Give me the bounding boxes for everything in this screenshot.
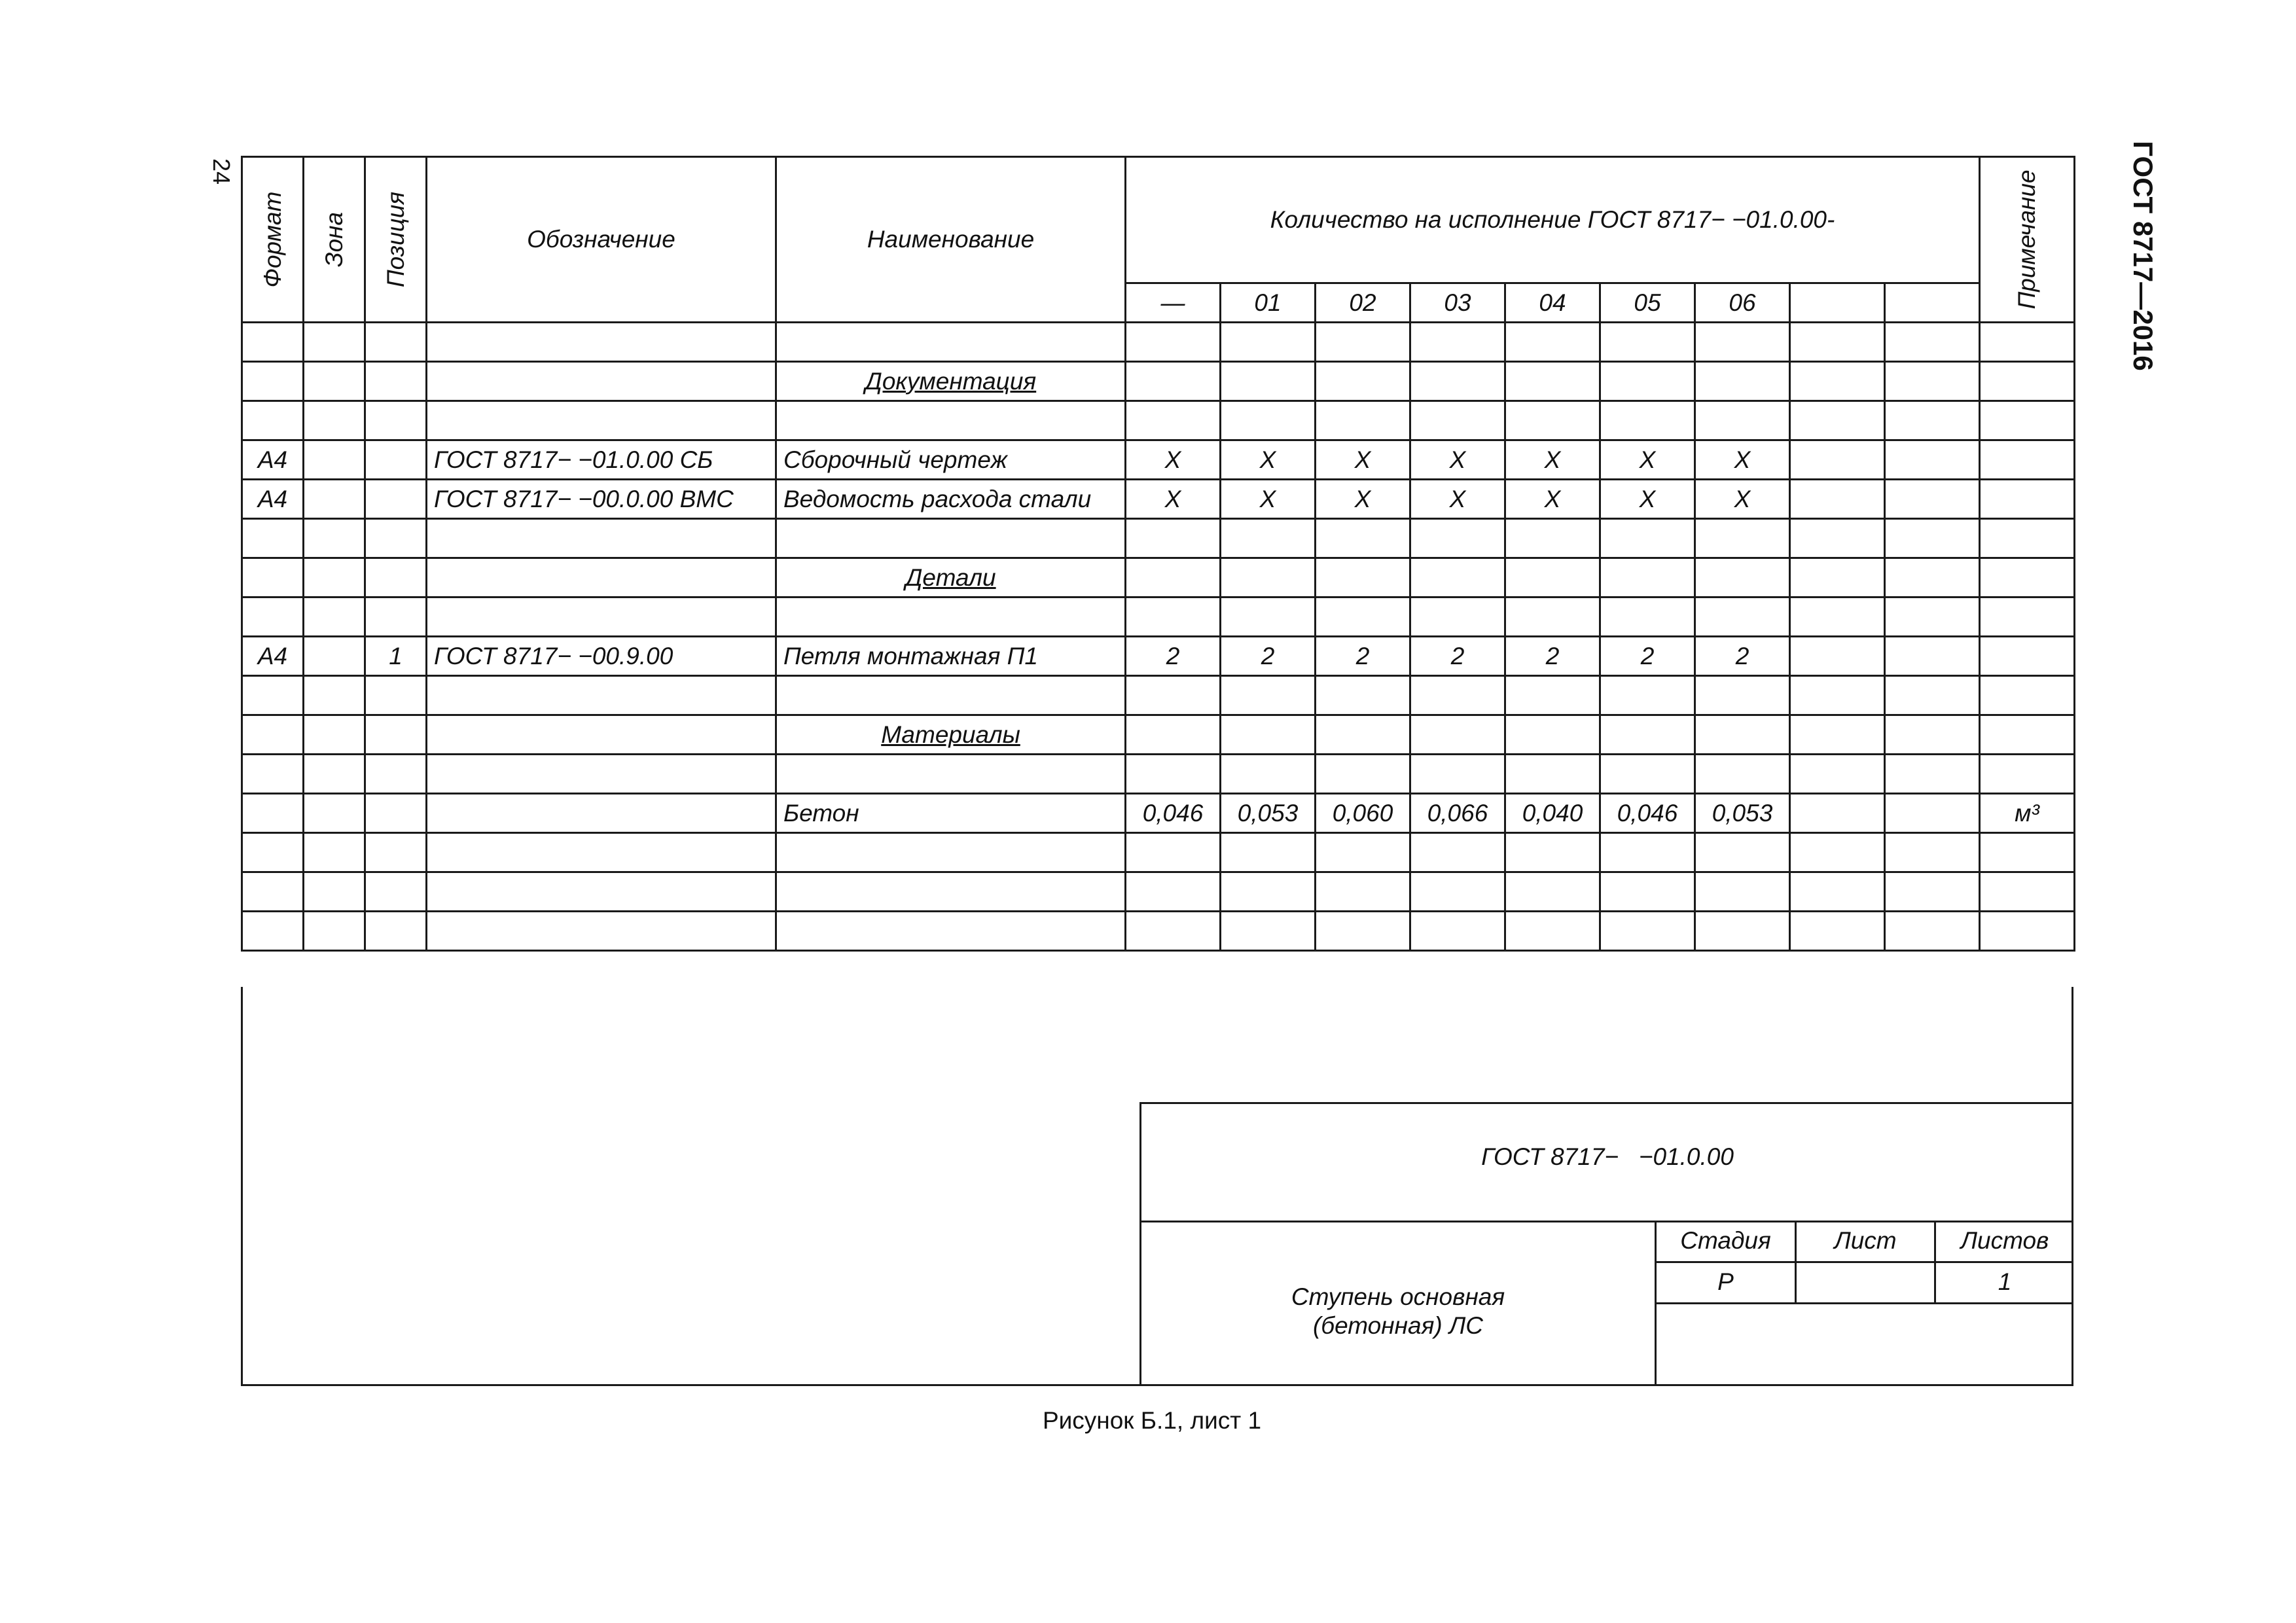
zone-cell: [304, 676, 365, 715]
table-row: [242, 597, 2075, 637]
variant-header: 05: [1600, 283, 1695, 323]
format-cell: [242, 872, 304, 912]
quantity-cell: [1126, 833, 1221, 872]
quantity-cell: [1885, 715, 1980, 755]
quantity-cell: [1695, 558, 1790, 597]
note-cell: [1980, 558, 2075, 597]
position-cell: [365, 480, 427, 519]
header-quantity: Количество на исполнение ГОСТ 8717− −01.0.00-: [1126, 157, 1980, 283]
quantity-cell: 2: [1221, 637, 1316, 676]
title-block-divider: [1655, 1261, 2073, 1263]
quantity-cell: [1221, 912, 1316, 951]
format-cell: [242, 519, 304, 558]
header-position: Позиция: [365, 157, 427, 323]
table-row: [242, 715, 2075, 755]
position-cell: [365, 401, 427, 440]
quantity-cell: [1505, 323, 1600, 362]
quantity-cell: 2: [1126, 637, 1221, 676]
quantity-cell: X: [1410, 440, 1505, 480]
quantity-cell: [1221, 323, 1316, 362]
name-cell: Петля монтажная П1: [776, 637, 1126, 676]
quantity-cell: [1505, 715, 1600, 755]
quantity-cell: [1410, 872, 1505, 912]
product-name-line2: (бетонная) ЛС: [1312, 1312, 1484, 1339]
quantity-cell: [1316, 912, 1410, 951]
designation-cell: ГОСТ 8717− −00.0.00 ВМС: [427, 480, 776, 519]
format-cell: [242, 912, 304, 951]
product-name-line1: Ступень основная: [1291, 1283, 1505, 1310]
quantity-cell: X: [1505, 440, 1600, 480]
position-cell: [365, 676, 427, 715]
quantity-cell: [1126, 519, 1221, 558]
position-cell: [365, 362, 427, 401]
note-cell: [1980, 362, 2075, 401]
quantity-cell: [1600, 872, 1695, 912]
quantity-cell: [1316, 676, 1410, 715]
name-cell: [776, 872, 1126, 912]
note-cell: [1980, 597, 2075, 637]
quantity-cell: [1885, 323, 1980, 362]
header-zone: Зона: [304, 157, 365, 323]
quantity-cell: [1221, 755, 1316, 794]
position-cell: [365, 597, 427, 637]
designation-cell: [427, 401, 776, 440]
variant-header: 01: [1221, 283, 1316, 323]
designation-cell: [427, 519, 776, 558]
sheets-value: 1: [1998, 1268, 2012, 1295]
quantity-cell: [1695, 362, 1790, 401]
note-cell: [1980, 715, 2075, 755]
quantity-cell: [1885, 755, 1980, 794]
variant-header: 06: [1695, 283, 1790, 323]
designation-cell: [427, 597, 776, 637]
quantity-cell: [1600, 715, 1695, 755]
quantity-cell: [1221, 833, 1316, 872]
title-block: [1139, 1102, 2073, 1386]
document-code: ГОСТ 8717− −01.0.00: [1481, 1143, 1734, 1170]
quantity-cell: [1790, 755, 1885, 794]
note-cell: [1980, 519, 2075, 558]
quantity-cell: 2: [1600, 637, 1695, 676]
quantity-cell: [1790, 480, 1885, 519]
quantity-cell: [1316, 872, 1410, 912]
format-cell: [242, 323, 304, 362]
quantity-cell: [1695, 401, 1790, 440]
quantity-cell: [1316, 715, 1410, 755]
quantity-cell: [1126, 912, 1221, 951]
quantity-cell: [1221, 676, 1316, 715]
quantity-cell: [1885, 637, 1980, 676]
quantity-cell: [1885, 833, 1980, 872]
position-cell: [365, 323, 427, 362]
note-cell: [1980, 912, 2075, 951]
section-heading: Документация: [776, 362, 1126, 401]
zone-cell: [304, 755, 365, 794]
quantity-cell: 0,066: [1410, 794, 1505, 833]
format-cell: А4: [242, 637, 304, 676]
quantity-cell: X: [1695, 440, 1790, 480]
quantity-cell: [1410, 597, 1505, 637]
quantity-cell: [1410, 833, 1505, 872]
quantity-cell: [1410, 755, 1505, 794]
quantity-cell: [1126, 755, 1221, 794]
quantity-cell: [1505, 833, 1600, 872]
quantity-cell: [1790, 833, 1885, 872]
quantity-cell: [1695, 755, 1790, 794]
quantity-cell: [1695, 519, 1790, 558]
name-cell: [776, 755, 1126, 794]
quantity-cell: [1885, 794, 1980, 833]
quantity-cell: [1695, 715, 1790, 755]
quantity-cell: [1600, 558, 1695, 597]
quantity-cell: X: [1126, 440, 1221, 480]
quantity-cell: [1790, 362, 1885, 401]
figure-caption: Рисунок Б.1, лист 1: [1042, 1407, 1262, 1434]
designation-cell: ГОСТ 8717− −01.0.00 СБ: [427, 440, 776, 480]
table-row: [242, 401, 2075, 440]
position-cell: [365, 872, 427, 912]
table-row: [242, 440, 2075, 480]
quantity-cell: 2: [1505, 637, 1600, 676]
quantity-cell: 0,046: [1126, 794, 1221, 833]
sheet-label: Лист: [1834, 1227, 1897, 1254]
note-cell: [1980, 401, 2075, 440]
quantity-cell: [1600, 833, 1695, 872]
quantity-cell: 0,053: [1695, 794, 1790, 833]
position-cell: [365, 912, 427, 951]
quantity-cell: [1790, 558, 1885, 597]
specification-table: [241, 156, 2075, 952]
stamp-area: [241, 987, 2073, 1386]
quantity-cell: [1410, 912, 1505, 951]
designation-cell: [427, 676, 776, 715]
quantity-cell: [1410, 323, 1505, 362]
quantity-cell: [1695, 597, 1790, 637]
format-cell: [242, 558, 304, 597]
zone-cell: [304, 872, 365, 912]
quantity-cell: [1790, 872, 1885, 912]
quantity-cell: [1790, 637, 1885, 676]
quantity-cell: [1790, 440, 1885, 480]
quantity-cell: [1885, 872, 1980, 912]
quantity-cell: [1316, 833, 1410, 872]
zone-cell: [304, 597, 365, 637]
quantity-cell: 0,040: [1505, 794, 1600, 833]
table-row: [242, 912, 2075, 951]
zone-cell: [304, 794, 365, 833]
variant-header: —: [1126, 283, 1221, 323]
quantity-cell: [1505, 558, 1600, 597]
quantity-cell: X: [1600, 480, 1695, 519]
quantity-cell: [1126, 558, 1221, 597]
quantity-cell: X: [1600, 440, 1695, 480]
quantity-cell: [1790, 715, 1885, 755]
quantity-cell: [1221, 597, 1316, 637]
zone-cell: [304, 558, 365, 597]
quantity-cell: [1126, 362, 1221, 401]
quantity-cell: [1505, 401, 1600, 440]
position-cell: [365, 833, 427, 872]
quantity-cell: 2: [1316, 637, 1410, 676]
stage-value: Р: [1717, 1268, 1734, 1295]
quantity-cell: [1600, 912, 1695, 951]
stage-label: Стадия: [1680, 1227, 1771, 1254]
quantity-cell: [1505, 519, 1600, 558]
table-row: [242, 558, 2075, 597]
quantity-cell: [1695, 676, 1790, 715]
quantity-cell: [1790, 597, 1885, 637]
quantity-cell: [1505, 755, 1600, 794]
format-cell: А4: [242, 440, 304, 480]
zone-cell: [304, 323, 365, 362]
format-cell: [242, 755, 304, 794]
designation-cell: [427, 833, 776, 872]
section-heading: Материалы: [776, 715, 1126, 755]
zone-cell: [304, 480, 365, 519]
table-row: [242, 480, 2075, 519]
quantity-cell: [1885, 362, 1980, 401]
designation-cell: [427, 558, 776, 597]
quantity-cell: [1600, 323, 1695, 362]
quantity-cell: 0,053: [1221, 794, 1316, 833]
name-cell: [776, 519, 1126, 558]
name-cell: Сборочный чертеж: [776, 440, 1126, 480]
quantity-cell: [1316, 558, 1410, 597]
table-row: [242, 676, 2075, 715]
header-note: Примечание: [1980, 157, 2075, 323]
format-cell: [242, 597, 304, 637]
header-format: Формат: [242, 157, 304, 323]
quantity-cell: X: [1410, 480, 1505, 519]
note-cell: [1980, 755, 2075, 794]
designation-cell: [427, 872, 776, 912]
table-row: [242, 519, 2075, 558]
quantity-cell: [1790, 401, 1885, 440]
quantity-cell: X: [1695, 480, 1790, 519]
quantity-cell: [1410, 362, 1505, 401]
quantity-cell: [1410, 519, 1505, 558]
table-row: [242, 323, 2075, 362]
page-number: 24: [208, 158, 235, 185]
quantity-cell: [1505, 597, 1600, 637]
quantity-cell: [1885, 597, 1980, 637]
table-row: [242, 833, 2075, 872]
variant-header: 04: [1505, 283, 1600, 323]
quantity-cell: [1885, 519, 1980, 558]
format-cell: [242, 362, 304, 401]
quantity-cell: [1410, 401, 1505, 440]
standard-header: ГОСТ 8717—2016: [2128, 141, 2159, 371]
quantity-cell: [1410, 558, 1505, 597]
position-cell: [365, 715, 427, 755]
quantity-cell: [1885, 558, 1980, 597]
quantity-cell: [1126, 401, 1221, 440]
table-row: [242, 637, 2075, 676]
position-cell: [365, 440, 427, 480]
position-cell: [365, 519, 427, 558]
quantity-cell: [1695, 833, 1790, 872]
quantity-cell: [1790, 912, 1885, 951]
quantity-cell: [1221, 558, 1316, 597]
table-row: [242, 872, 2075, 912]
quantity-cell: 0,046: [1600, 794, 1695, 833]
quantity-cell: [1885, 912, 1980, 951]
variant-header: 03: [1410, 283, 1505, 323]
quantity-cell: [1126, 872, 1221, 912]
sheets-label: Листов: [1960, 1227, 2049, 1254]
quantity-cell: X: [1316, 480, 1410, 519]
quantity-cell: [1600, 519, 1695, 558]
format-cell: [242, 401, 304, 440]
quantity-cell: [1600, 755, 1695, 794]
quantity-cell: [1316, 362, 1410, 401]
name-cell: [776, 912, 1126, 951]
quantity-cell: [1600, 362, 1695, 401]
designation-cell: [427, 323, 776, 362]
quantity-cell: [1600, 676, 1695, 715]
name-cell: [776, 323, 1126, 362]
format-cell: [242, 794, 304, 833]
zone-cell: [304, 912, 365, 951]
section-heading: Детали: [776, 558, 1126, 597]
quantity-cell: [1505, 872, 1600, 912]
quantity-cell: [1221, 362, 1316, 401]
zone-cell: [304, 401, 365, 440]
note-cell: [1980, 637, 2075, 676]
position-cell: [365, 755, 427, 794]
quantity-cell: [1410, 715, 1505, 755]
note-cell: [1980, 480, 2075, 519]
quantity-cell: X: [1505, 480, 1600, 519]
table-row: [242, 794, 2075, 833]
title-block-divider: [1655, 1302, 2073, 1304]
quantity-cell: X: [1221, 440, 1316, 480]
name-cell: Ведомость расхода стали: [776, 480, 1126, 519]
position-cell: [365, 794, 427, 833]
quantity-cell: [1316, 323, 1410, 362]
quantity-cell: [1790, 676, 1885, 715]
note-cell: [1980, 872, 2075, 912]
quantity-cell: X: [1126, 480, 1221, 519]
quantity-cell: [1221, 519, 1316, 558]
header-name: Наименование: [776, 157, 1126, 323]
quantity-cell: [1316, 597, 1410, 637]
quantity-cell: [1126, 715, 1221, 755]
zone-cell: [304, 715, 365, 755]
format-cell: [242, 833, 304, 872]
quantity-cell: [1695, 912, 1790, 951]
quantity-cell: [1316, 401, 1410, 440]
quantity-cell: 2: [1410, 637, 1505, 676]
quantity-cell: [1126, 676, 1221, 715]
note-cell: [1980, 676, 2075, 715]
quantity-cell: [1505, 676, 1600, 715]
quantity-cell: [1790, 519, 1885, 558]
quantity-cell: [1695, 872, 1790, 912]
table-row: [242, 362, 2075, 401]
variant-header: [1885, 283, 1980, 323]
quantity-cell: [1790, 794, 1885, 833]
zone-cell: [304, 519, 365, 558]
quantity-cell: 2: [1695, 637, 1790, 676]
quantity-cell: [1885, 440, 1980, 480]
name-cell: [776, 401, 1126, 440]
quantity-cell: 0,060: [1316, 794, 1410, 833]
quantity-cell: [1505, 362, 1600, 401]
name-cell: [776, 833, 1126, 872]
quantity-cell: [1790, 323, 1885, 362]
position-cell: [365, 558, 427, 597]
variant-header: [1790, 283, 1885, 323]
zone-cell: [304, 833, 365, 872]
variant-header: 02: [1316, 283, 1410, 323]
quantity-cell: [1126, 597, 1221, 637]
zone-cell: [304, 362, 365, 401]
designation-cell: [427, 794, 776, 833]
zone-cell: [304, 637, 365, 676]
name-cell: [776, 597, 1126, 637]
designation-cell: [427, 715, 776, 755]
quantity-cell: [1126, 323, 1221, 362]
table-row: [242, 755, 2075, 794]
note-cell: м³: [1980, 794, 2075, 833]
designation-cell: [427, 362, 776, 401]
quantity-cell: X: [1221, 480, 1316, 519]
quantity-cell: [1695, 323, 1790, 362]
name-cell: Бетон: [776, 794, 1126, 833]
note-cell: [1980, 323, 2075, 362]
format-cell: [242, 676, 304, 715]
name-cell: [776, 676, 1126, 715]
quantity-cell: [1885, 676, 1980, 715]
quantity-cell: [1885, 480, 1980, 519]
quantity-cell: [1221, 872, 1316, 912]
quantity-cell: [1505, 912, 1600, 951]
zone-cell: [304, 440, 365, 480]
position-cell: 1: [365, 637, 427, 676]
quantity-cell: [1600, 597, 1695, 637]
format-cell: А4: [242, 480, 304, 519]
format-cell: [242, 715, 304, 755]
quantity-cell: X: [1316, 440, 1410, 480]
quantity-cell: [1221, 715, 1316, 755]
designation-cell: ГОСТ 8717− −00.9.00: [427, 637, 776, 676]
designation-cell: [427, 912, 776, 951]
quantity-cell: [1316, 755, 1410, 794]
designation-cell: [427, 755, 776, 794]
quantity-cell: [1221, 401, 1316, 440]
note-cell: [1980, 833, 2075, 872]
quantity-cell: [1600, 401, 1695, 440]
quantity-cell: [1885, 401, 1980, 440]
quantity-cell: [1410, 676, 1505, 715]
header-designation: Обозначение: [427, 157, 776, 323]
quantity-cell: [1316, 519, 1410, 558]
note-cell: [1980, 440, 2075, 480]
